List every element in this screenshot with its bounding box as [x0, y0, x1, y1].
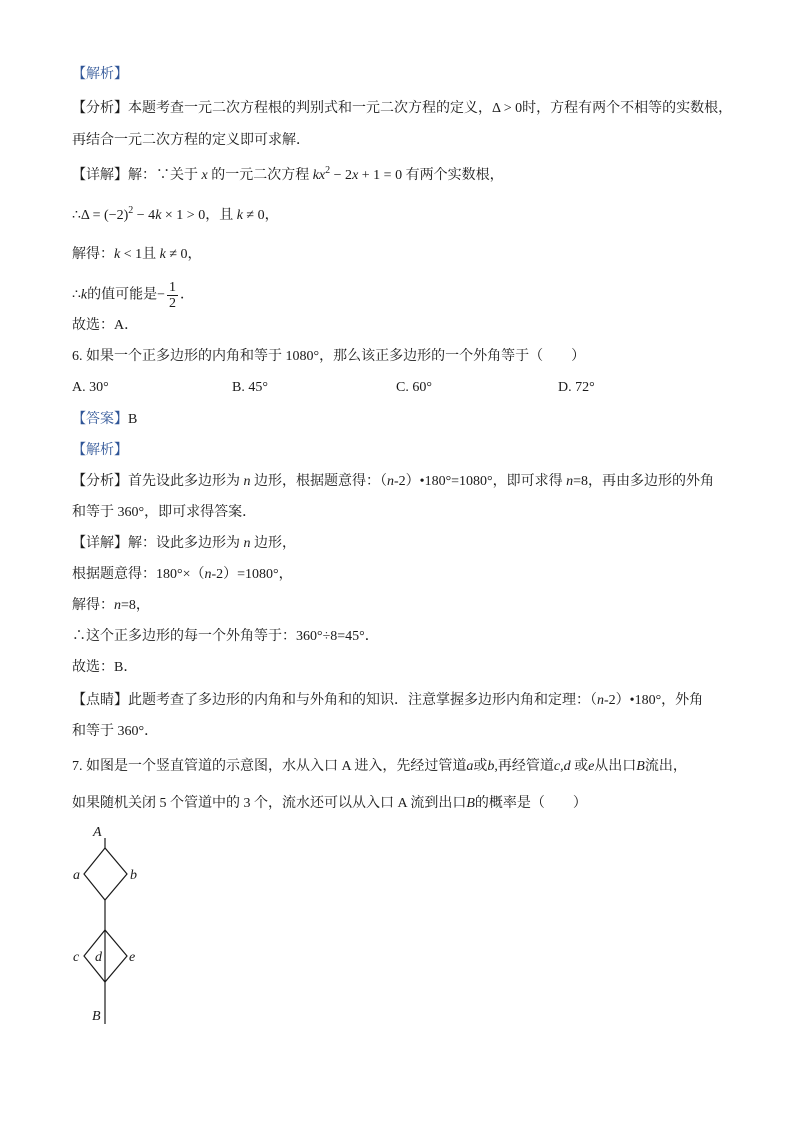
pipe-diamond-upper: [84, 848, 127, 900]
math-variable: n: [387, 474, 394, 489]
q6-detail-line-1: [72, 534, 296, 554]
text-segment: 本题考查一元二次方程根的判别式和一元二次方程的定义，: [128, 101, 492, 116]
q6-stem: 6. 如果一个正多边形的内角和等于 1080°，那么该正多边形的一个外角等于（ ）: [72, 349, 586, 364]
text-segment: 解得：: [72, 598, 114, 613]
q6-option-b: B. 45°: [232, 380, 268, 395]
text-segment: 此题考查了多边形的内角和与外角和的知识．注意掌握多边形内角和定理：（: [128, 693, 597, 708]
math-variable: n: [204, 567, 212, 582]
answer-value: B: [128, 412, 138, 427]
q6-detail-line-2: [72, 565, 293, 585]
math-expression: Δ > 0: [492, 101, 523, 116]
math-variable: n: [243, 536, 251, 551]
math-variable: x: [201, 168, 208, 183]
math-expression: − 4: [133, 208, 156, 223]
math-variable: n: [597, 693, 604, 708]
text-segment: 解：∵关于: [128, 168, 202, 183]
math-expression: − 2: [330, 168, 353, 183]
math-expression: × 1 > 0: [161, 208, 206, 223]
fraction-numerator: 1: [169, 280, 177, 295]
text-segment: 解得：: [72, 247, 114, 262]
q6-analysis-line-2: 和等于 360°，即可求得答案．: [72, 505, 257, 520]
text-segment: =8，: [121, 598, 150, 613]
jiexi-label: 【解析】: [72, 443, 128, 458]
text-segment: 或: [570, 759, 589, 774]
math-variable: n: [243, 474, 251, 489]
fraction: [167, 280, 178, 311]
label-pipe-c: c: [73, 950, 80, 965]
text-segment: -2）=1080°，: [211, 567, 293, 582]
q6-option-d: D. 72°: [558, 380, 595, 395]
text-segment: 有两个实数根，: [402, 168, 504, 183]
text-segment: 的概率是（ ）: [474, 796, 587, 811]
q6-analysis-line-1: [72, 472, 714, 492]
math-variable: k: [155, 208, 162, 223]
q7-stem-line-2: [72, 794, 587, 814]
math-variable: x: [352, 168, 359, 183]
text-segment: 时，方程有两个不相等的实数根，: [522, 101, 733, 116]
q6-detail-line-3: [72, 596, 150, 616]
math-variable: e: [588, 759, 595, 774]
label-pipe-d: d: [95, 950, 102, 965]
math-variable: k: [236, 208, 243, 223]
q5-analysis-line-1: [72, 99, 732, 119]
text-segment: 7. 如图是一个竖直管道的示意图，水从入口 A 进入，先经过管道: [72, 759, 467, 774]
text-segment: 解：设此多边形为: [128, 536, 244, 551]
q6-comment-line-1: [72, 691, 703, 711]
text-segment: =8，再由多边形的外角: [573, 474, 715, 489]
q5-detail-line-3: [72, 245, 202, 265]
text-segment: 流出，: [644, 759, 687, 774]
therefore-symbol: ∴: [72, 208, 81, 223]
text-segment: 根据题意得：180°×（: [72, 567, 205, 582]
superscript: 2: [128, 205, 134, 216]
q7-stem-line-1: [72, 757, 687, 777]
math-variable: kx: [312, 168, 326, 183]
text-segment: ，: [264, 208, 279, 223]
q6-option-c: C. 60°: [396, 380, 432, 395]
math-variable: a: [466, 759, 474, 774]
text-segment: ，: [187, 247, 202, 262]
text-segment: -2）•180°=1080°，即可求得: [394, 474, 567, 489]
jiexi-label: 【解析】: [72, 67, 128, 82]
math-variable: B: [636, 759, 645, 774]
minus-sign: −: [157, 287, 166, 303]
math-expression: ≠ 0: [165, 247, 188, 262]
math-variable: k: [114, 247, 121, 262]
text-segment: -2）•180°，外角: [604, 693, 704, 708]
q5-choice-line: 故选：A．: [72, 318, 139, 333]
q5-detail-line-4: [72, 280, 195, 311]
detail-label: 【详解】: [72, 168, 128, 183]
math-variable: k: [80, 287, 88, 303]
q6-comment-line-2: 和等于 360°．: [72, 724, 159, 739]
text-segment: 边形，: [250, 536, 296, 551]
label-pipe-a: a: [73, 868, 80, 883]
math-expression: Δ = (−2): [80, 208, 129, 223]
analysis-label: 【分析】: [72, 474, 128, 489]
text-segment: 从出口: [594, 759, 637, 774]
math-variable: k: [159, 247, 166, 262]
math-variable: c: [553, 759, 561, 774]
math-expression: < 1: [120, 247, 143, 262]
label-pipe-b: b: [130, 868, 137, 883]
label-inlet-A: A: [93, 825, 102, 840]
fraction-denominator: 2: [169, 296, 177, 311]
answer-label: 【答案】: [72, 412, 128, 427]
text-segment: ，且: [205, 208, 237, 223]
text-segment: 首先设此多边形为: [128, 474, 244, 489]
q5-analysis-line-2: 再结合一元二次方程的定义即可求解．: [72, 133, 310, 148]
text-segment: 如果随机关闭 5 个管道中的 3 个，流水还可以从入口 A 流到出口: [72, 796, 467, 811]
math-variable: b: [487, 759, 495, 774]
text-segment: 边形，根据题意得：（: [250, 474, 387, 489]
text-segment: 且: [142, 247, 160, 262]
q6-detail-line-4: ∴这个正多边形的每一个外角等于：360°÷8=45°．: [72, 629, 379, 644]
text-segment: ,: [560, 759, 564, 774]
q5-detail-line-1: [72, 166, 504, 186]
label-pipe-e: e: [129, 950, 136, 965]
q6-option-a: A. 30°: [72, 380, 109, 395]
math-variable: n: [114, 598, 121, 613]
math-variable: n: [566, 474, 574, 489]
text-segment: ．: [180, 287, 195, 303]
math-expression: ≠ 0: [242, 208, 265, 223]
text-segment: 的一元二次方程: [207, 168, 313, 183]
math-expression: + 1 = 0: [358, 168, 403, 183]
math-variable: d: [563, 759, 571, 774]
q6-answer-line: [72, 410, 137, 430]
text-segment: 的值可能是: [87, 287, 158, 303]
comment-label: 【点睛】: [72, 693, 128, 708]
pipe-diagram: [60, 820, 160, 1030]
q5-detail-line-2: [72, 206, 279, 226]
text-segment: ,再经管道: [494, 759, 554, 774]
math-variable: B: [466, 796, 475, 811]
text-segment: 或: [473, 759, 488, 774]
detail-label: 【详解】: [72, 536, 128, 551]
therefore-symbol: ∴: [72, 287, 81, 303]
analysis-label: 【分析】: [72, 101, 128, 116]
q6-choice-line: 故选：B．: [72, 660, 138, 675]
superscript: 2: [325, 165, 331, 176]
label-outlet-B: B: [92, 1009, 101, 1024]
